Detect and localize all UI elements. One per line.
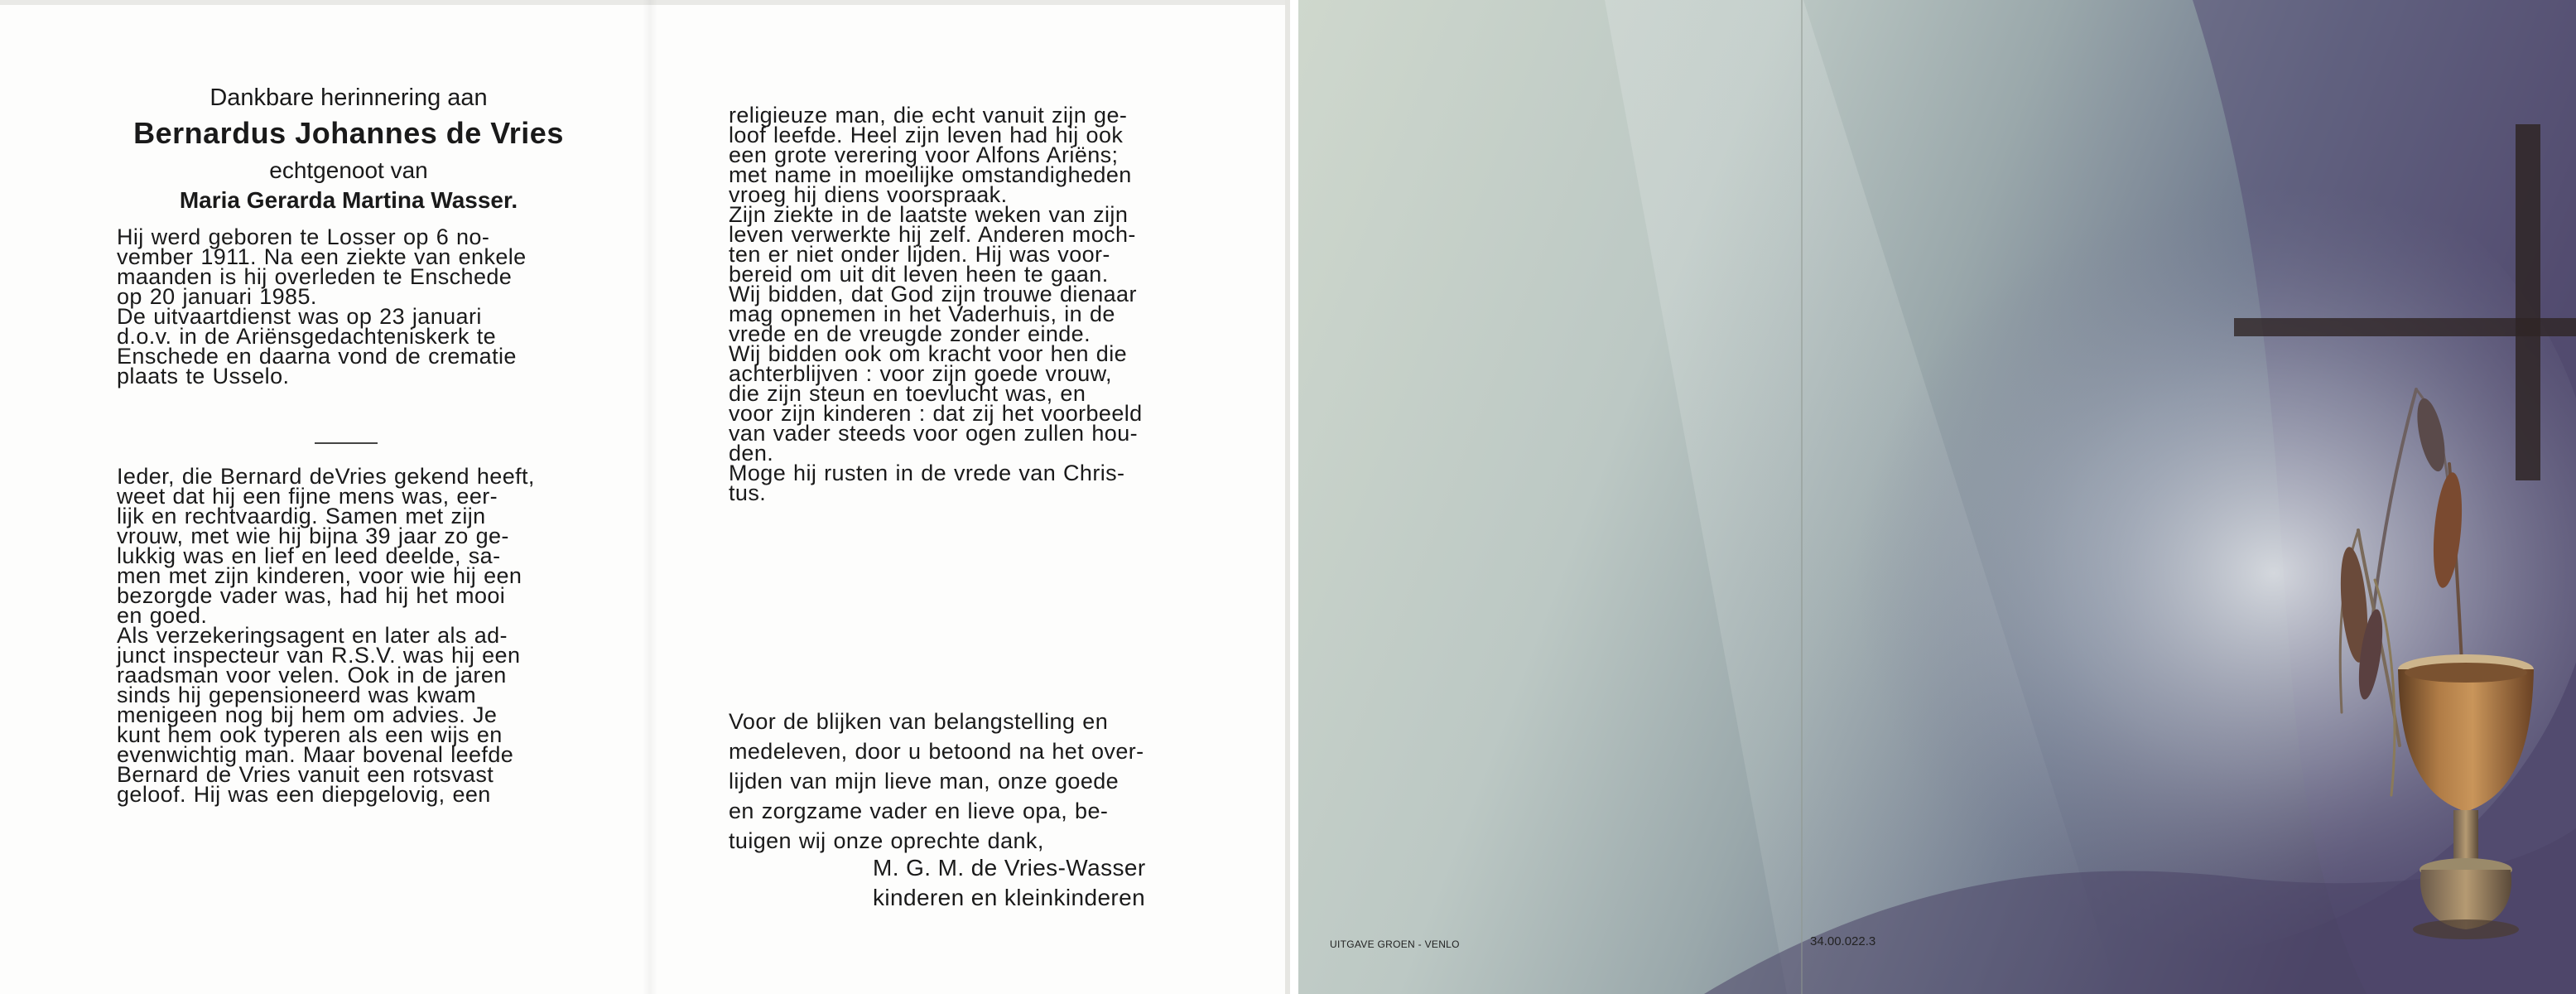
text-line: medeleven, door u betoond na het over- xyxy=(729,739,1144,764)
text-line: van vader steeds voor ogen zullen hou- xyxy=(729,421,1139,446)
text-line: achterblijven : voor zijn goede vrouw, xyxy=(729,361,1112,386)
text-line: Zijn ziekte in de laatste weken van zijn xyxy=(729,202,1129,227)
text-line: plaats te Usselo. xyxy=(117,364,290,388)
thank-you-paragraph xyxy=(729,707,1205,856)
text-line: Enschede en daarna vond de crematie xyxy=(117,344,517,369)
text-line: Als verzekeringsagent en later als ad- xyxy=(117,623,508,648)
text-line: Bernard de Vries vanuit een rotsvast xyxy=(117,762,494,787)
text-line: evenwichtig man. Maar bovenal leefde xyxy=(117,742,514,767)
text-line: Wij bidden, dat God zijn trouwe dienaar xyxy=(729,282,1137,306)
text-line: en zorgzame vader en lieve opa, be- xyxy=(729,799,1109,823)
text-line: junct inspecteur van R.S.V. was hij een xyxy=(117,643,521,668)
text-line: voor zijn kinderen : dat zij het voorbeeld xyxy=(729,401,1143,426)
text-line: men met zijn kinderen, voor wie hij een xyxy=(117,563,522,588)
text-line: op 20 januari 1985. xyxy=(117,284,317,309)
text-line: ten er niet onder lijden. Hij was voor- xyxy=(729,242,1110,267)
text-line: leven verwerkte hij zelf. Anderen moch- xyxy=(729,222,1136,247)
card-fold xyxy=(643,0,657,994)
memorial-artwork xyxy=(1290,0,2576,994)
text-line: tus. xyxy=(729,480,767,505)
text-line: Ieder, die Bernard deVries gekend heeft, xyxy=(117,464,535,489)
text-line: den. xyxy=(729,441,774,466)
text-line: weet dat hij een fijne mens was, eer- xyxy=(117,484,498,509)
spouse-name: Maria Gerarda Martina Wasser. xyxy=(179,187,518,213)
text-line: vember 1911. Na een ziekte van enkele xyxy=(117,244,527,269)
text-line: met name in moeilijke omstandigheden xyxy=(729,162,1132,187)
product-code: 34.00.022.3 xyxy=(1810,934,1876,948)
signature-family: kinderen en kleinkinderen xyxy=(873,885,1146,910)
text-line: d.o.v. in de Ariënsgedachteniskerk te xyxy=(117,324,497,349)
text-line: menigeen nog bij hem om advies. Je xyxy=(117,702,498,727)
text-line: vrede en de vreugde zonder einde. xyxy=(729,321,1091,346)
card-separator xyxy=(1290,0,1298,994)
text-line: sinds hij gepensioneerd was kwam xyxy=(117,683,477,707)
text-line: raadsman voor velen. Ook in de jaren xyxy=(117,663,507,688)
tribute-continuation xyxy=(729,105,1205,503)
text-line: Wij bidden ook om kracht voor hen die xyxy=(729,341,1128,366)
text-line: en goed. xyxy=(117,603,208,628)
text-line: lukkig was en lief en leed deelde, sa- xyxy=(117,543,501,568)
signature-name: M. G. M. de Vries-Wasser xyxy=(873,855,1146,881)
text-line: maanden is hij overleden te Enschede xyxy=(117,264,513,289)
text-line: die zijn steun en toevlucht was, en xyxy=(729,381,1086,406)
text-line: mag opnemen in het Vaderhuis, in de xyxy=(729,302,1115,326)
text-line: lijden van mijn lieve man, onze goede xyxy=(729,769,1119,794)
intro-line: Dankbare herinnering aan xyxy=(209,84,488,111)
text-line: lijk en rechtvaardig. Samen met zijn xyxy=(117,504,486,528)
text-line: kunt hem ook typeren als een wijs en xyxy=(117,722,503,747)
tribute-paragraph xyxy=(117,464,580,807)
biography-paragraph xyxy=(117,224,580,388)
text-line: tuigen wij onze oprechte dank, xyxy=(729,828,1044,853)
publisher-imprint: UITGAVE GROEN - VENLO xyxy=(1330,939,1460,950)
text-line: een grote verering voor Alfons Ariëns; xyxy=(729,142,1119,167)
spouse-label: echtgenoot van xyxy=(269,157,428,183)
text-line: De uitvaartdienst was op 23 januari xyxy=(117,304,482,329)
text-line: bezorgde vader was, had hij het mooi xyxy=(117,583,506,608)
text-line: Hij werd geboren te Losser op 6 no- xyxy=(117,224,490,249)
deceased-name: Bernardus Johannes de Vries xyxy=(133,116,564,150)
text-line: Moge hij rusten in de vrede van Chris- xyxy=(729,461,1125,485)
text-line: geloof. Hij was een diepgelovig, een xyxy=(117,782,491,807)
text-line: vroeg hij diens voorspraak. xyxy=(729,182,1008,207)
divider xyxy=(315,442,378,444)
text-line: bereid om uit dit leven heen te gaan. xyxy=(729,262,1109,287)
text-line: Voor de blijken van belangstelling en xyxy=(729,709,1109,734)
text-line: vrouw, met wie hij bijna 39 jaar zo ge- xyxy=(117,524,509,548)
text-line: loof leefde. Heel zijn leven had hij ook xyxy=(729,123,1124,147)
text-line: religieuze man, die echt vanuit zijn ge- xyxy=(729,103,1128,128)
